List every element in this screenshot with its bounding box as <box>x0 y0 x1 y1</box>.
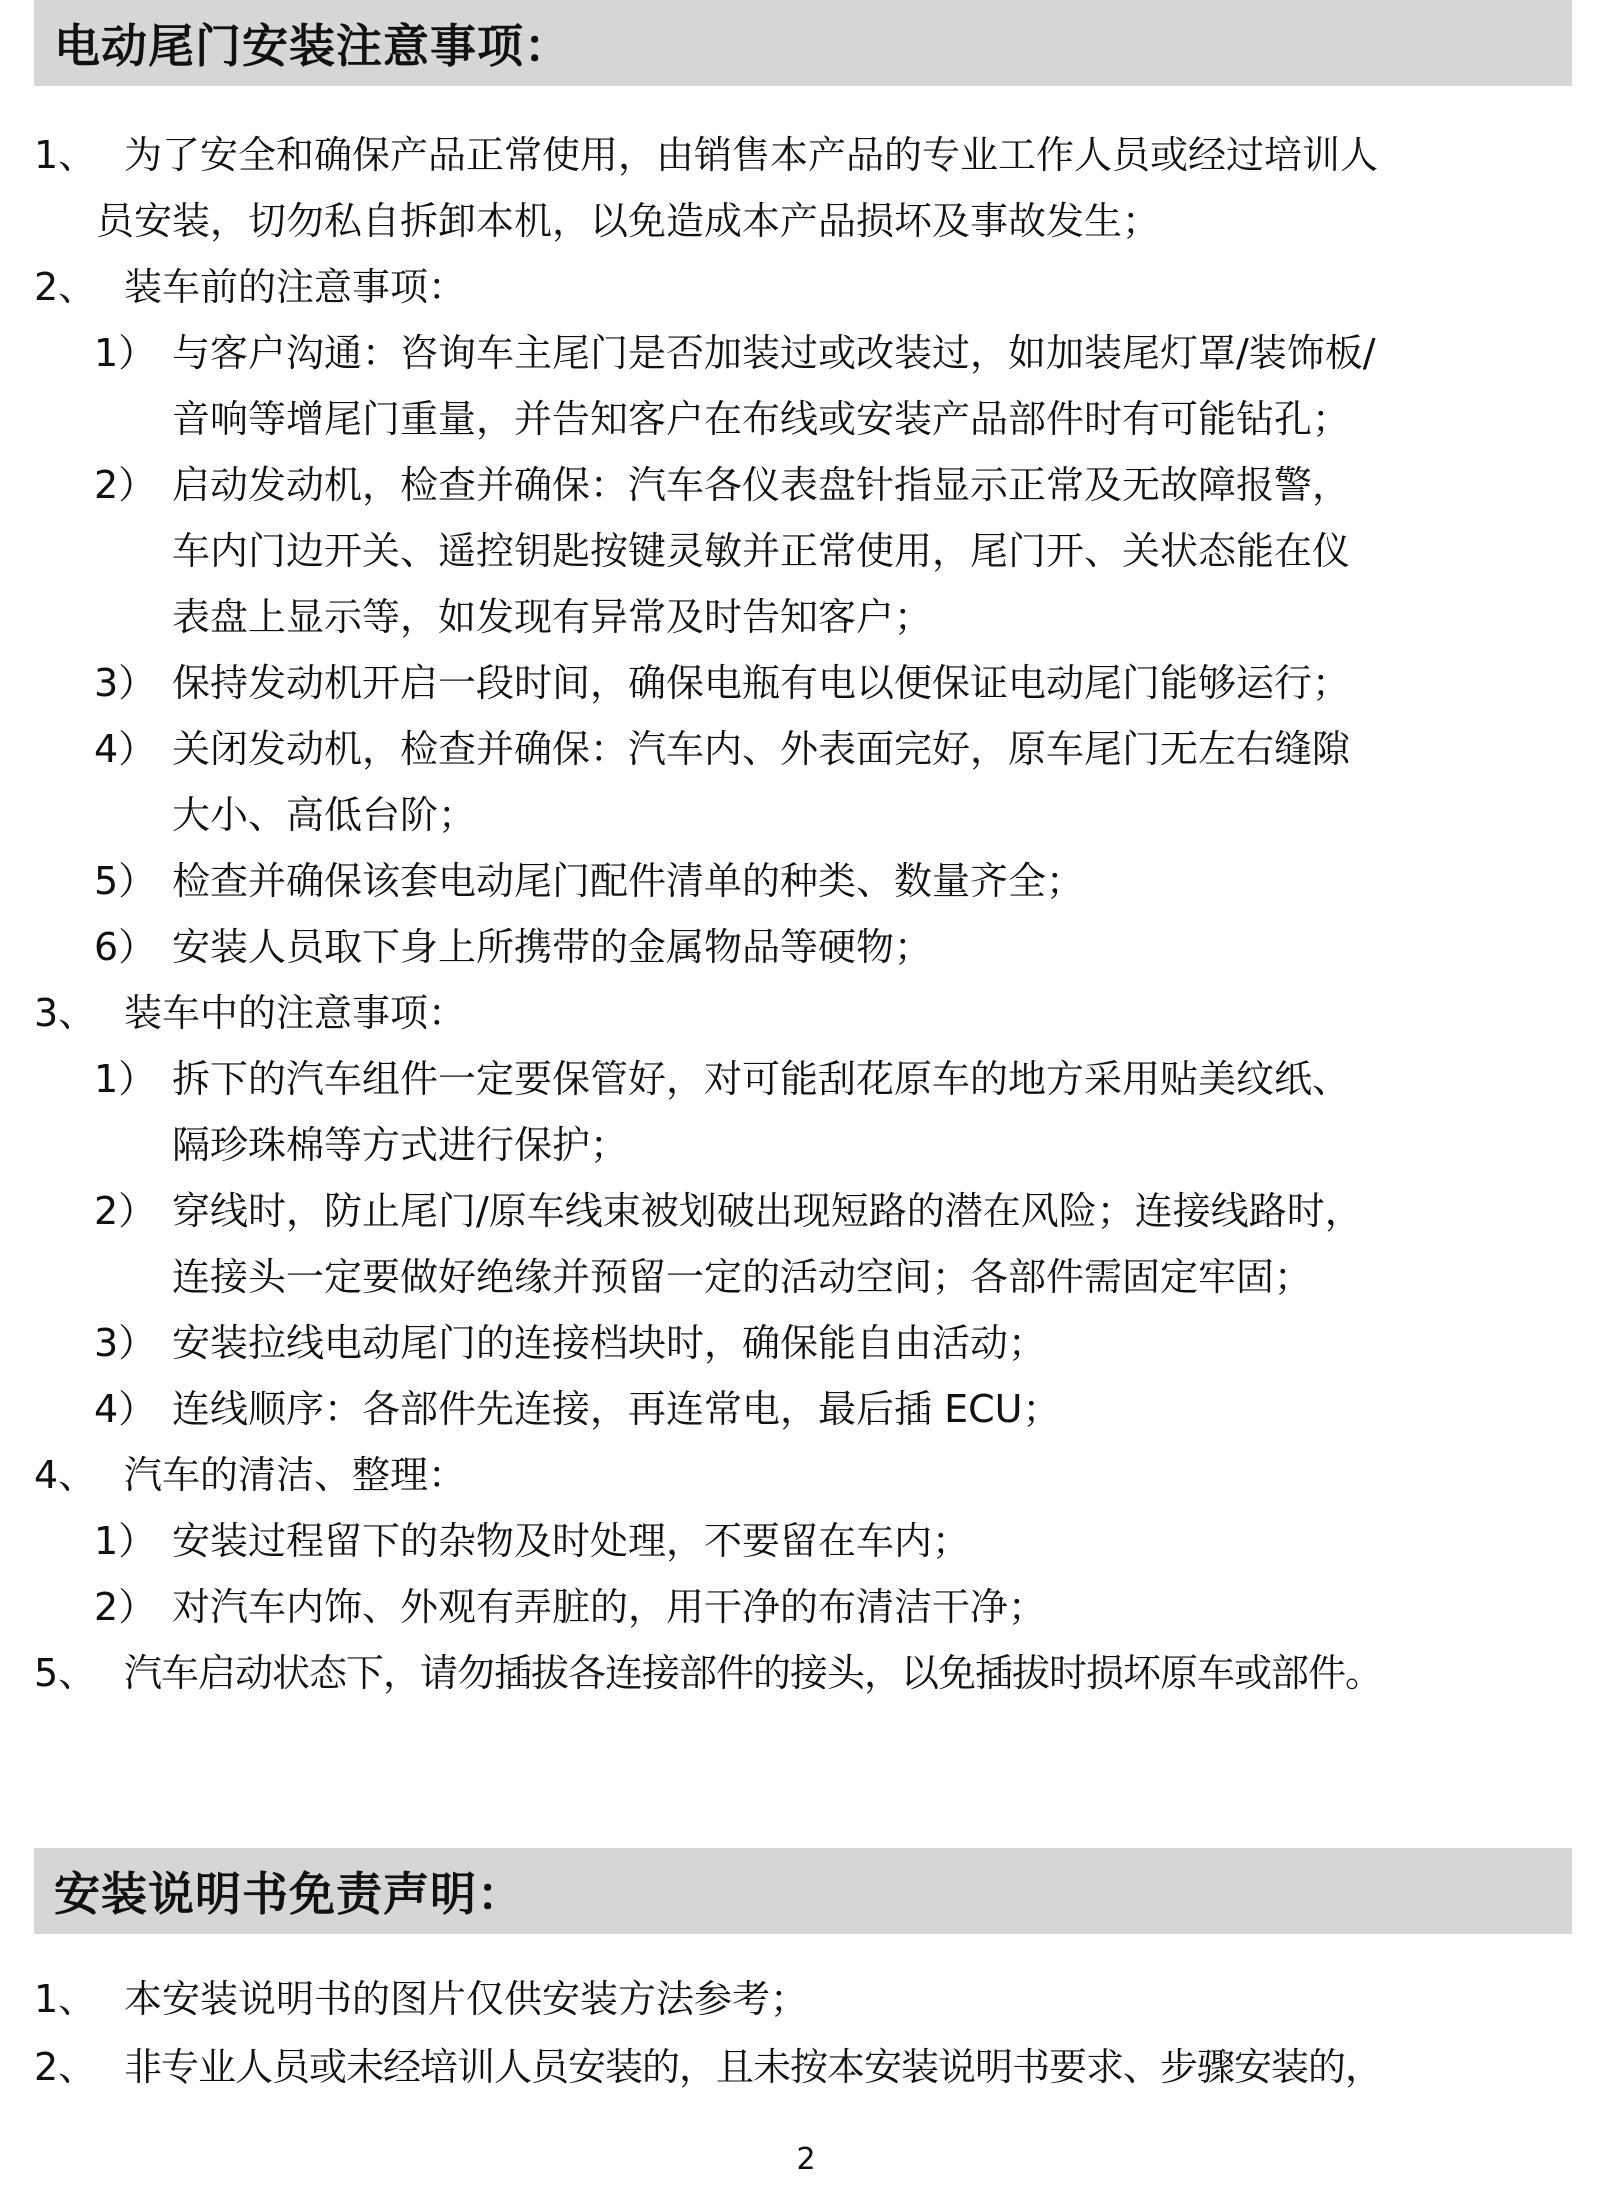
subitem-text-line: 与客户沟通：咨询车主尾门是否加装过或改装过，如加装尾灯罩/装饰板/ <box>172 331 1376 375</box>
subitem-number: 1） <box>94 331 157 375</box>
item-number: 1、 <box>34 133 97 177</box>
item-number: 5、 <box>34 1651 97 1695</box>
subitem-number: 4） <box>94 1387 157 1431</box>
subitem-number: 3） <box>94 661 157 705</box>
subitem-number: 6） <box>94 925 157 969</box>
section-header-disclaimer <box>34 1848 1572 1934</box>
subitem-number: 1） <box>94 1057 157 1101</box>
subitem-number: 2） <box>94 463 157 507</box>
item-number: 2、 <box>34 265 97 309</box>
subitem-text-line: 连线顺序：各部件先连接，再连常电，最后插 ECU； <box>172 1387 1061 1431</box>
item-number: 1、 <box>34 1977 97 2021</box>
subitem-text-line: 安装拉线电动尾门的连接档块时，确保能自由活动； <box>172 1321 1047 1365</box>
subitem-number: 1） <box>94 1519 157 1563</box>
subitem-text-line: 安装过程留下的杂物及时处理，不要留在车内； <box>172 1519 971 1563</box>
item-number: 2、 <box>34 2045 97 2089</box>
subitem-number: 2） <box>94 1585 157 1629</box>
subitem-text-line: 穿线时，防止尾门/原车线束被划破出现短路的潜在风险；连接线路时， <box>172 1189 1363 1233</box>
item-text-line: 为了安全和确保产品正常使用，由销售本产品的专业工作人员或经过培训人 <box>124 133 1379 177</box>
subitem-text-line: 对汽车内饰、外观有弄脏的，用干净的布清洁干净； <box>172 1585 1047 1629</box>
subitem-text-line: 大小、高低台阶； <box>172 793 477 837</box>
item-number: 4、 <box>34 1453 97 1497</box>
page-number: 2 <box>796 2142 816 2177</box>
subitem-number: 3） <box>94 1321 157 1365</box>
subitem-text-line: 表盘上显示等，如发现有异常及时告知客户； <box>172 595 933 639</box>
item-number: 3、 <box>34 991 97 1035</box>
subitem-text-line: 拆下的汽车组件一定要保管好，对可能刮花原车的地方采用贴美纹纸、 <box>172 1057 1351 1101</box>
item-text-line: 本安装说明书的图片仅供安装方法参考； <box>124 1977 809 2021</box>
subitem-text-line: 隔珍珠棉等方式进行保护； <box>172 1123 629 1167</box>
subitem-text-line: 安装人员取下身上所携带的金属物品等硬物； <box>172 925 933 969</box>
subitem-text-line: 保持发动机开启一段时间，确保电瓶有电以便保证电动尾门能够运行； <box>172 661 1351 705</box>
subitem-text-line: 连接头一定要做好绝缘并预留一定的活动空间；各部件需固定牢固； <box>172 1255 1313 1299</box>
subitem-text-line: 关闭发动机，检查并确保：汽车内、外表面完好，原车尾门无左右缝隙 <box>172 727 1351 771</box>
item-text-line: 汽车启动状态下，请勿插拔各连接部件的接头，以免插拔时损坏原车或部件。 <box>124 1651 1383 1695</box>
subitem-number: 2） <box>94 1189 157 1233</box>
section-header-installation-notes <box>34 0 1572 86</box>
subitem-text-line: 启动发动机，检查并确保：汽车各仪表盘针指显示正常及无故障报警， <box>172 463 1351 507</box>
subitem-number: 5） <box>94 859 157 903</box>
subitem-text-line: 音响等增尾门重量，并告知客户在布线或安装产品部件时有可能钻孔； <box>172 397 1351 441</box>
item-text-line: 汽车的清洁、整理： <box>124 1453 467 1497</box>
subitem-text-line: 车内门边开关、遥控钥匙按键灵敏并正常使用，尾门开、关状态能在仪 <box>172 529 1351 573</box>
item-text-line: 装车中的注意事项： <box>124 991 467 1035</box>
item-text-line: 非专业人员或未经培训人员安装的，且未按本安装说明书要求、步骤安装的， <box>124 2045 1383 2089</box>
section-title: 安装说明书免责声明： <box>54 1867 524 1921</box>
subitem-text-line: 检查并确保该套电动尾门配件清单的种类、数量齐全； <box>172 859 1085 903</box>
subitem-number: 4） <box>94 727 157 771</box>
item-text-line: 装车前的注意事项： <box>124 265 467 309</box>
item-text-line: 员安装，切勿私自拆卸本机，以免造成本产品损坏及事故发生； <box>96 199 1161 243</box>
section-title: 电动尾门安装注意事项： <box>54 19 571 73</box>
